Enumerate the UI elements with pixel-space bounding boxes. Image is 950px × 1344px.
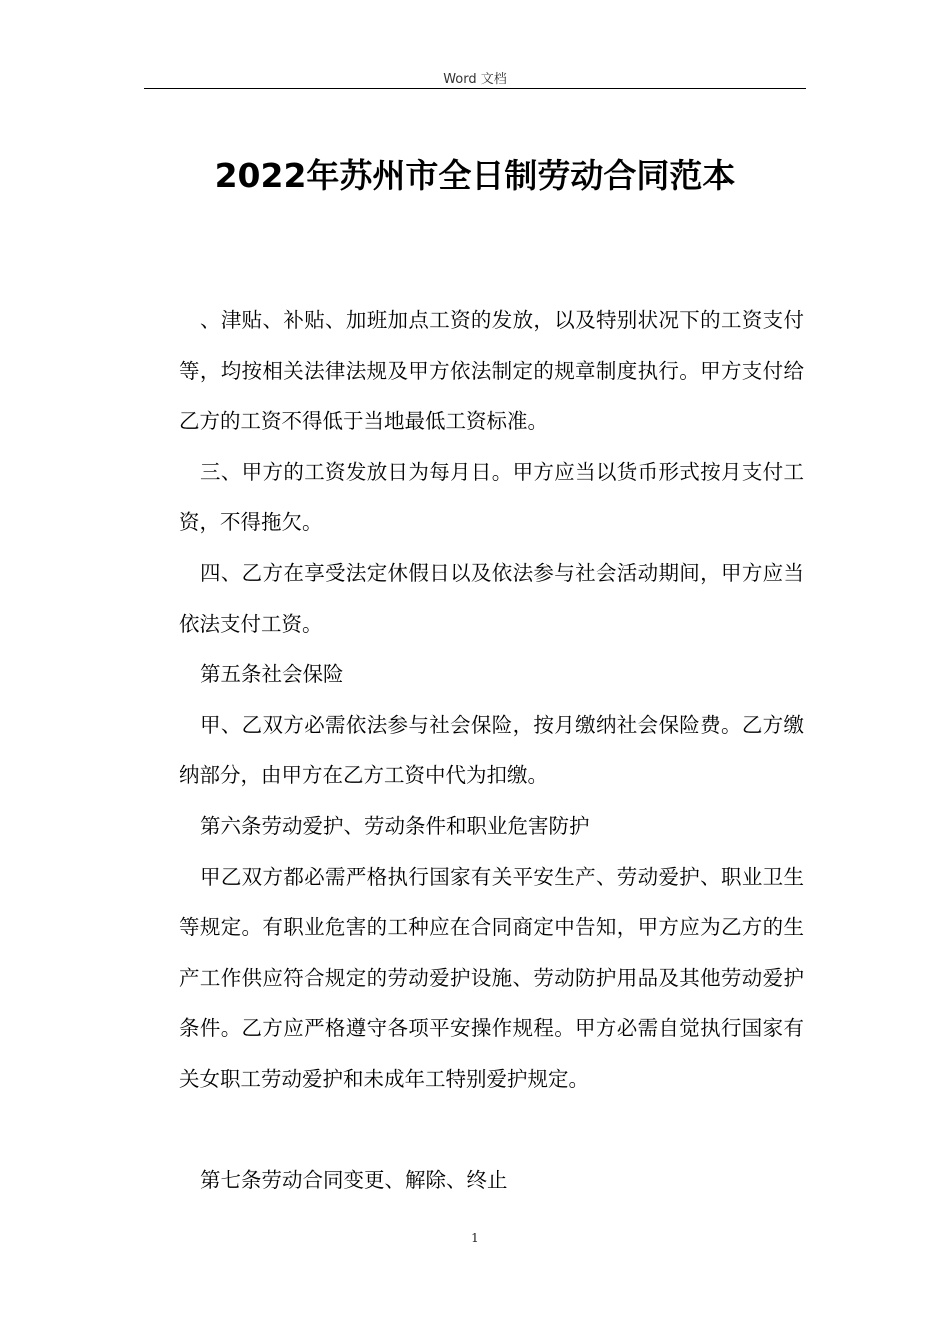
blank-line [179, 1105, 804, 1156]
section-heading-social-insurance: 第五条社会保险 [200, 662, 344, 687]
document-title: 2022年苏州市全日制劳动合同范本 [214, 156, 736, 195]
paragraph-holiday-pay: 四、乙方在享受法定休假日以及依法参与社会活动期间，甲方应当依法支付工资。 [179, 560, 804, 636]
paragraph-pay-day: 三、甲方的工资发放日为每月日。甲方应当以货币形式按月支付工资，不得拖欠。 [179, 459, 804, 535]
paragraph-social-insurance: 甲、乙双方必需依法参与社会保险，按月缴纳社会保险费。乙方缴纳部分，由甲方在乙方工资中代为扣缴。 [179, 712, 804, 788]
paragraph-labor-protection: 甲乙双方都必需严格执行国家有关平安生产、劳动爱护、职业卫生等规定。有职业危害的工种应在合同商定中告知，甲方应为乙方的生产工作供应符合规定的劳动爱护设施、劳动防护用品及其他劳动爱护条件。乙方应严格遵守各项平安操作规程。甲方必需自觉执行国家有关女职工劳动爱护和未成年工特别爱护规定。 [179, 864, 804, 1091]
page-header-label: Word 文档 [443, 72, 507, 87]
paragraph-wages: 、津贴、补贴、加班加点工资的发放，以及特别状况下的工资支付等，均按相关法律法规及甲方依法制定的规章制度执行。甲方支付给乙方的工资不得低于当地最低工资标准。 [179, 308, 804, 434]
section-heading-contract-change: 第七条劳动合同变更、解除、终止 [200, 1168, 508, 1193]
document-body [179, 295, 804, 1206]
section-heading-labor-protection: 第六条劳动爱护、劳动条件和职业危害防护 [200, 813, 590, 838]
page-number: 1 [471, 1231, 479, 1245]
header-divider [144, 88, 806, 89]
